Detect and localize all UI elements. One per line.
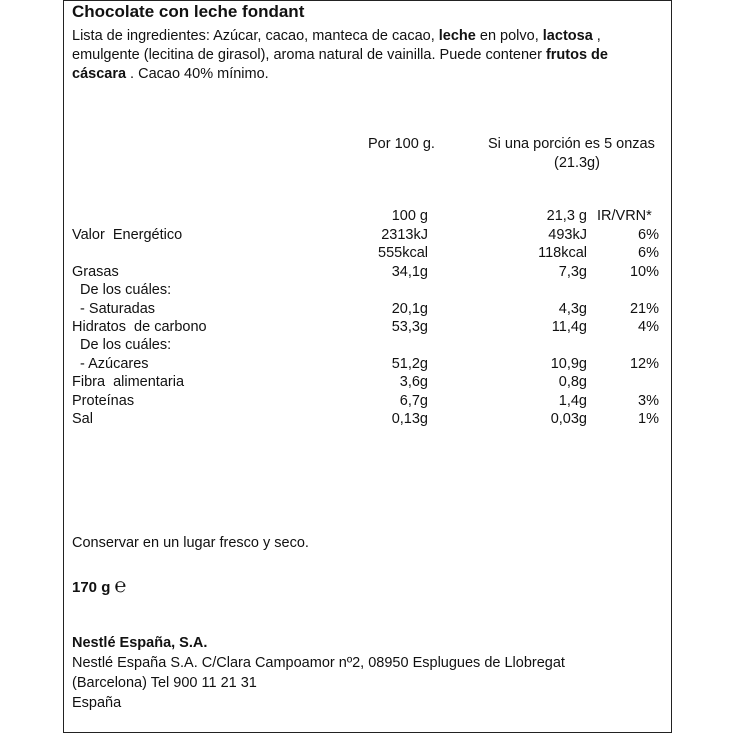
header-portion-line-2: (21.3g)	[554, 155, 600, 171]
manufacturer-country: España	[72, 695, 122, 711]
nutrient-ir-vrn: 6%	[638, 227, 659, 243]
nutrient-label: Sal	[72, 411, 93, 427]
nutrient-ir-vrn: 6%	[638, 245, 659, 262]
manufacturer-name: Nestlé España, S.A.	[72, 635, 208, 651]
net-weight-value: 170 g	[72, 579, 111, 596]
ingredient-text: ,	[592, 28, 601, 44]
subheader-ir-vrn: IR/VRN*	[597, 208, 652, 224]
nutrient-ir-vrn: 3%	[638, 392, 659, 409]
ingredient-text: en polvo,	[475, 28, 543, 44]
nutrient-value-per-100g: 53,3g	[391, 319, 428, 335]
manufacturer-address-2: (Barcelona) Tel 900 11 21 31	[72, 675, 257, 691]
subheader-portion: 21,3 g	[546, 208, 587, 224]
manufacturer-address-1: Nestlé España S.A. C/Clara Campoamor nº2, 08950 Esplugues de Llobregat	[72, 655, 565, 671]
nutrient-ir-vrn: 10%	[629, 263, 659, 280]
nutrient-value-portion: 493kJ	[548, 227, 587, 243]
nutrient-value-portion: 118kcal	[538, 245, 587, 262]
nutrient-ir-vrn: 1%	[638, 411, 659, 427]
nutrient-ir-vrn: 12%	[629, 355, 659, 372]
nutrient-value-per-100g: 6,7g	[399, 392, 428, 409]
nutrient-label: De los cuáles:	[72, 282, 172, 299]
nutrient-value-portion: 4,3g	[558, 300, 587, 317]
product-title: Chocolate con leche fondant	[72, 2, 305, 21]
nutrient-value-per-100g: 0,13g	[391, 411, 428, 427]
nutrient-value-portion: 10,9g	[550, 355, 587, 372]
allergen-text: leche	[438, 28, 476, 44]
header-portion-line-1: Si una porción es 5 onzas	[488, 136, 655, 152]
nutrient-label: Valor Energético	[72, 227, 183, 243]
ingredients-line-1	[72, 28, 601, 45]
storage-instructions: Conservar en un lugar fresco y seco.	[72, 535, 309, 551]
nutrient-ir-vrn: 4%	[638, 319, 659, 335]
allergen-text: lactosa	[542, 28, 593, 44]
nutrient-label: - Azúcares	[72, 355, 149, 372]
nutrient-value-per-100g: 2313kJ	[381, 227, 428, 243]
nutrient-value-portion: 1,4g	[558, 392, 587, 409]
nutrient-value-per-100g: 34,1g	[391, 263, 428, 280]
nutrient-label: Fibra alimentaria	[72, 374, 185, 391]
nutrient-label: Proteínas	[72, 392, 135, 409]
ingredients-line-3	[72, 66, 269, 83]
nutrient-label: Hidratos de carbono	[72, 319, 207, 335]
ingredient-text: . Cacao 40% mínimo.	[126, 66, 269, 82]
nutrient-ir-vrn: 21%	[629, 300, 659, 317]
nutrient-value-portion: 7,3g	[558, 263, 587, 280]
nutrient-label: - Saturadas	[72, 300, 156, 317]
nutrient-value-per-100g: 3,6g	[399, 374, 428, 391]
nutrient-label: De los cuáles:	[72, 337, 172, 354]
header-per-100g: Por 100 g.	[368, 136, 435, 152]
nutrient-value-per-100g: 51,2g	[391, 355, 428, 372]
ingredients-line-2	[72, 47, 608, 64]
nutrient-value-portion: 0,03g	[550, 411, 587, 427]
nutrient-value-portion: 0,8g	[558, 374, 587, 391]
ingredient-text: Lista de ingredientes: Azúcar, cacao, manteca de cacao,	[72, 28, 439, 44]
ingredient-text: emulgente (lecitina de girasol), aroma natural de vainilla. Puede contener	[72, 47, 546, 63]
estimated-sign-icon: ℮	[114, 575, 127, 597]
nutrient-value-per-100g: 20,1g	[391, 300, 428, 317]
net-weight	[72, 576, 127, 596]
allergen-text: frutos de	[545, 47, 608, 63]
subheader-100g: 100 g	[391, 208, 428, 224]
nutrient-value-portion: 11,4g	[551, 319, 587, 335]
allergen-text: cáscara	[72, 66, 127, 82]
nutrient-label: Grasas	[72, 263, 119, 280]
nutrient-value-per-100g: 555kcal	[378, 245, 428, 262]
